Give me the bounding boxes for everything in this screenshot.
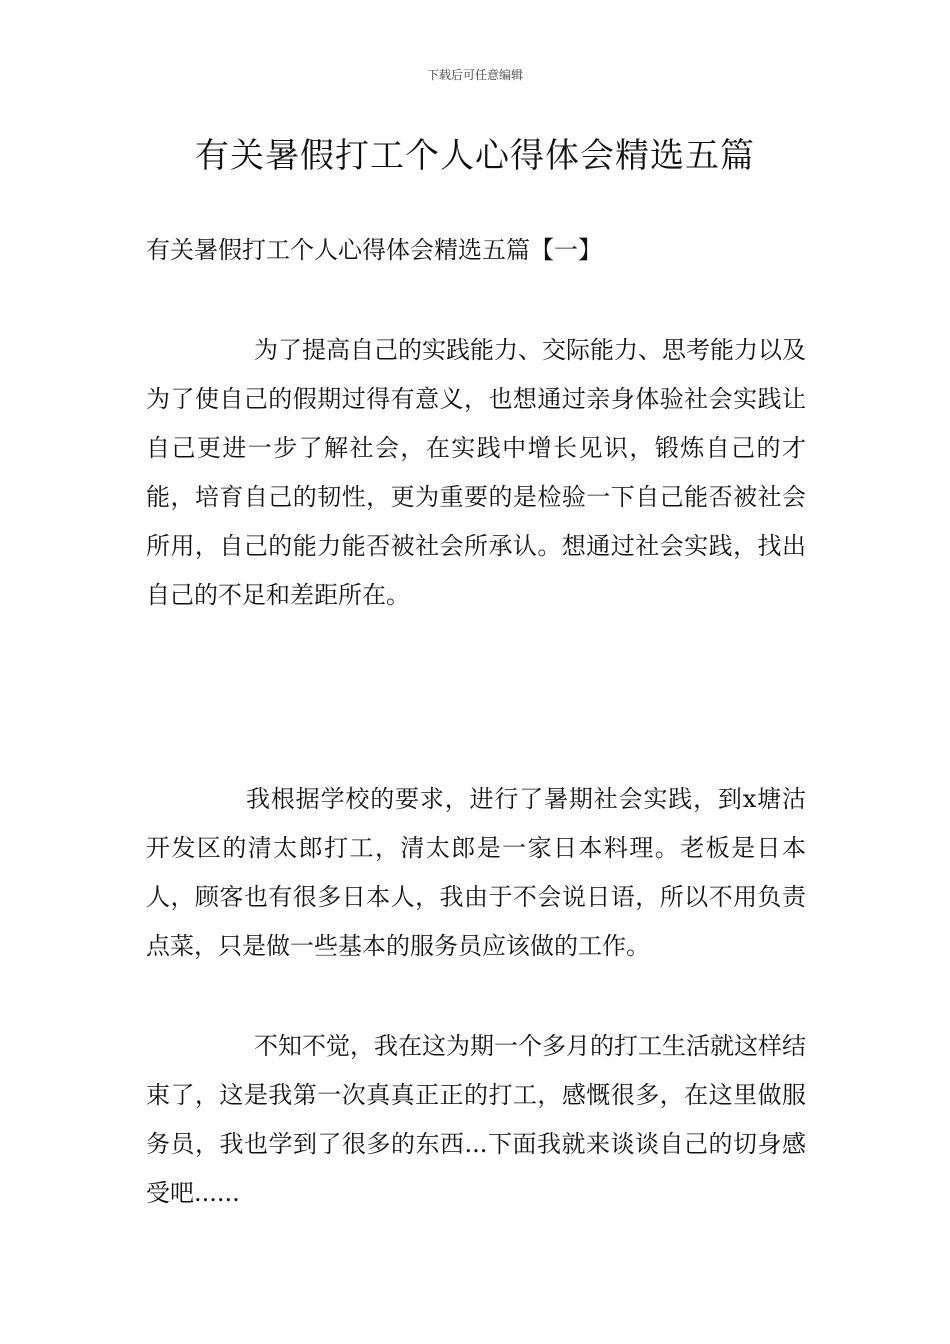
document-title: 有关暑假打工个人心得体会精选五篇 [195, 136, 755, 176]
section-heading: 有关暑假打工个人心得体会精选五篇【一】 [146, 236, 602, 264]
paragraph-2: 我根据学校的要求，进行了暑期社会实践，到x塘沽开发区的清太郎打工，清太郎是一家日本料理。老板是日本人，顾客也有很多日本人，我由于不会说日语，所以不用负责点菜，只是做一些基本的服务员应该做的工作。 [146, 785, 806, 960]
paragraph-1: 为了提高自己的实践能力、交际能力、思考能力以及为了使自己的假期过得有意义，也想通过亲身体验社会实践让自己更进一步了解社会，在实践中增长见识，锻炼自己的才能，培育自己的韧性，更为重要的是检验一下自己能否被社会所用，自己的能力能否被社会所承认。想通过社会实践，找出自己的不足和差距所在。 [146, 336, 806, 609]
paragraph-3: 不知不觉，我在这为期一个多月的打工生活就这样结束了，这是我第一次真真正正的打工，感慨很多，在这里做服务员，我也学到了很多的东西...下面我就来谈谈自己的切身感受吧...... [146, 1032, 806, 1207]
header-note: 下载后可任意编辑 [426, 68, 523, 82]
